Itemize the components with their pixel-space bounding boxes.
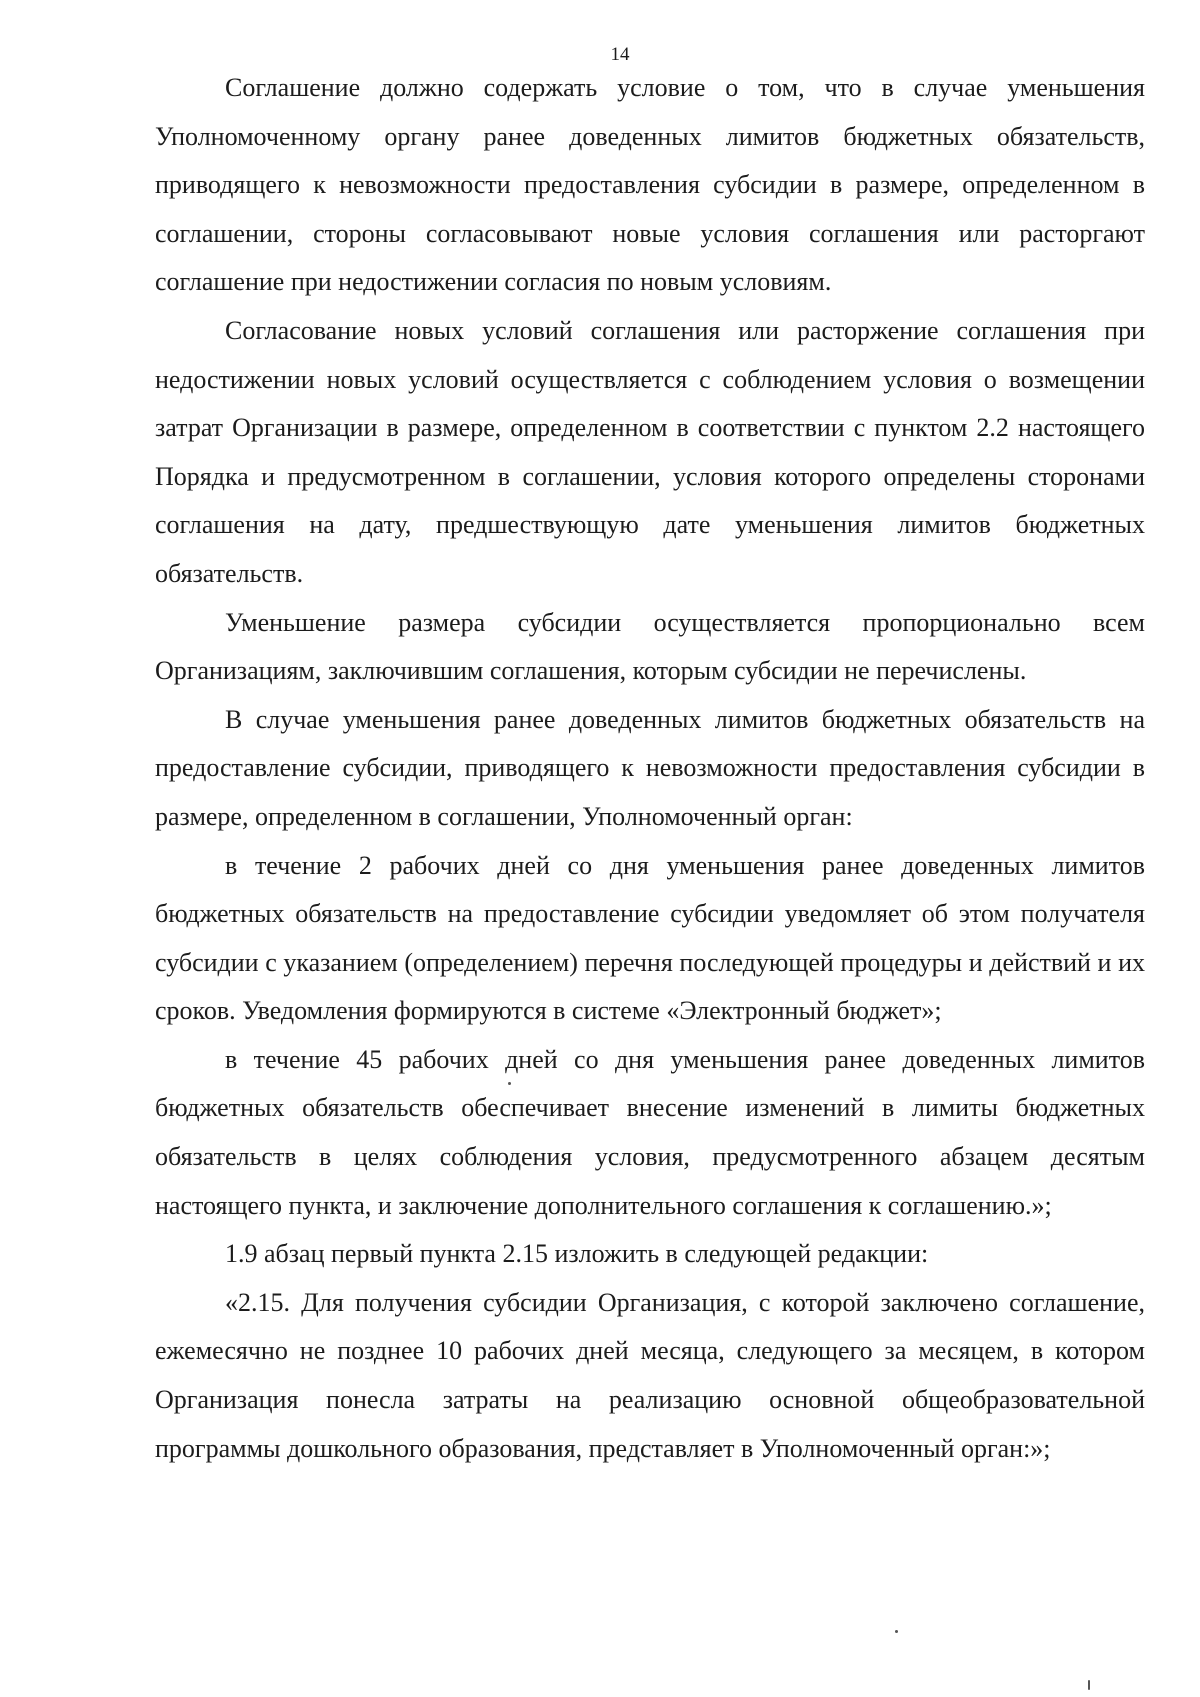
scan-speck <box>1088 1680 1090 1690</box>
paragraph: «2.15. Для получения субсидии Организация, с которой заключено соглашение, ежемесячно не позднее 10 рабочих дней месяца, следующего за месяцем, в котором Организация понесла затраты на реализацию основной общеобразовательной программы дошкольного образования, представляет в Уполномоченный орган:»; <box>155 1287 1145 1463</box>
scan-speck <box>508 1082 511 1085</box>
paragraph: в течение 45 рабочих дней со дня уменьшения ранее доведенных лимитов бюджетных обязательств обеспечивает внесение изменений в лимиты бюджетных обязательств в целях соблюдения условия, предусмотренного абзацем десятым настоящего пункта, и заключение дополнительного соглашения к соглашению.»; <box>155 1044 1145 1220</box>
paragraph: Согласование новых условий соглашения или расторжение соглашения при недостижении новых условий осуществляется с соблюдением условия о возмещении затрат Организации в размере, определенном в соответствии с пунктом 2.2 настоящего Порядка и предусмотренном в соглашении, условия которого определены сторонами соглашения на дату, предшествующую дате уменьшения лимитов бюджетных обязательств. <box>155 315 1145 588</box>
page-number: 14 <box>610 44 630 65</box>
paragraph: 1.9 абзац первый пункта 2.15 изложить в следующей редакции: <box>225 1239 929 1269</box>
paragraph: Соглашение должно содержать условие о том, что в случае уменьшения Уполномоченному органу ранее доведенных лимитов бюджетных обязательств, приводящего к невозможности предоставления субсидии в размере, определенном в соглашении, стороны согласовывают новые условия соглашения или расторгают соглашение при недостижении согласия по новым условиям. <box>155 73 1145 297</box>
document-body <box>155 64 1145 1473</box>
paragraph: Уменьшение размера субсидии осуществляется пропорционально всем Организациям, заключившим соглашения, которым субсидии не перечислены. <box>155 607 1145 686</box>
paragraph: В случае уменьшения ранее доведенных лимитов бюджетных обязательств на предоставление субсидии, приводящего к невозможности предоставления субсидии в размере, определенном в соглашении, Уполномоченный орган: <box>155 704 1145 831</box>
scan-speck <box>895 1630 898 1633</box>
paragraph: в течение 2 рабочих дней со дня уменьшения ранее доведенных лимитов бюджетных обязательств на предоставление субсидии уведомляет об этом получателя субсидии с указанием (определением) перечня последующей процедуры и действий и их сроков. Уведомления формируются в системе «Электронный бюджет»; <box>155 850 1145 1026</box>
